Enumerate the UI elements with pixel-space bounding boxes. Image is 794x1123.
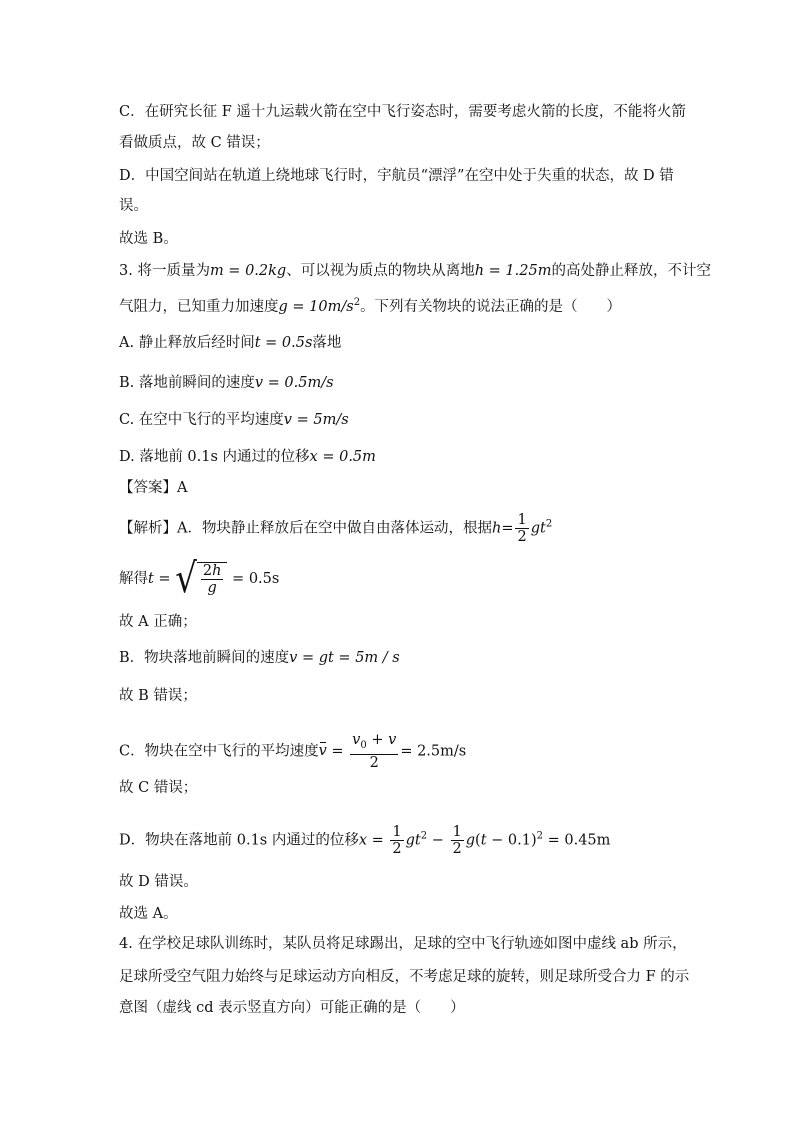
option-d-explanation-line2: 误。 (119, 198, 148, 214)
option-c-value: v = 5m/s (283, 412, 349, 428)
q3-text-b: 、可以视为质点的物块从离地 (286, 263, 475, 279)
option-d (119, 447, 376, 467)
option-c (119, 410, 349, 430)
analysis-d-text: D．物块在落地前 0.1s 内通过的位移 (119, 832, 359, 849)
question-3-line1 (119, 261, 711, 281)
fraction-half: $\frac{1}{2}$ (517, 512, 527, 545)
q3-text-c: 的高处静止释放，不计空 (551, 263, 711, 279)
analysis-line-c: C．物块在空中飞行的平均速度v = $\frac{v_0 + v}{2}$ = 2.5m/s (119, 732, 467, 771)
previous-answer-choice: 故选 B。 (119, 231, 178, 247)
solve-t-line: 解得t = √ $\frac{2h}{g}$ = 0.5s (119, 555, 280, 603)
d-conclusion: 故 D 错误。 (119, 874, 198, 890)
average-velocity-fraction: $\frac{v_0 + v}{2}$ (352, 732, 397, 771)
q3-text-d: 气阻力，已知重力加速度 (119, 298, 279, 315)
answer-value: A (177, 480, 188, 496)
question-3-line2: 气阻力，已知重力加速度$g = 10m/s^2$。下列有关物块的说法正确的是（ ） (119, 297, 622, 315)
final-answer-choice: 故选 A。 (119, 906, 178, 922)
option-c-explanation-line1: C．在研究长征 F 遥十九运载火箭在空中飞行姿态时，需要考虑火箭的长度，不能将火箭 (119, 104, 686, 120)
q3-text-e: 。下列有关物块的说法正确的是（ ） (360, 298, 622, 315)
sqrt-formula: √ $\frac{2h}{g}$ (175, 562, 227, 596)
analysis-a-text: A．物块静止释放后在空中做自由落体运动，根据 (177, 520, 492, 537)
answer-tag: 【答案】 (119, 480, 177, 496)
q3-gravity: g = 10m/s (278, 298, 354, 315)
analysis-b-text: B．物块落地前瞬间的速度 (119, 650, 290, 666)
analysis-line-b (119, 648, 400, 668)
option-b-text: B. 落地前瞬间的速度 (119, 375, 255, 391)
analysis-c-result: = 2.5m/s (400, 743, 467, 760)
analysis-b-formula: v = gt = 5m / s (289, 650, 400, 666)
analysis-line-a: 【解析】A．物块静止释放后在空中做自由落体运动，根据h= $\frac{1}{2}$ $gt^2$ (119, 512, 553, 545)
q3-height: h = 1.25m (474, 263, 552, 279)
option-b (119, 373, 334, 393)
analysis-d-result: = 0.45m (547, 832, 611, 849)
c-conclusion: 故 C 错误； (119, 780, 198, 796)
question-4-line3: 意图（虚线 cd 表示竖直方向）可能正确的是（ ） (119, 1000, 465, 1016)
analysis-tag: 【解析】 (119, 520, 177, 537)
question-4-line2: 足球所受空气阻力始终与足球运动方向相反，不考虑足球的旋转，则足球所受合力 F 的示 (119, 969, 690, 985)
option-a (119, 333, 341, 353)
q3-mass: m = 0.2kg (209, 263, 287, 279)
option-c-text: C. 在空中飞行的平均速度 (119, 412, 284, 428)
a-conclusion: 故 A 正确； (119, 614, 197, 630)
option-a-text: A. 静止释放后经时间 (119, 335, 255, 351)
option-a-value: t = 0.5s (254, 335, 313, 351)
analysis-c-text: C．物块在空中飞行的平均速度 (119, 743, 319, 760)
analysis-line-d: D．物块在落地前 0.1s 内通过的位移x = $\frac{1}{2}$ $gt^2$ − $\frac{1}{2}$ $g(t - 0.1)^2 = 0.45m$ (119, 824, 611, 857)
option-d-text: D. 落地前 0.1s 内通过的位移 (119, 449, 310, 465)
question-4-line1: 4. 在学校足球队训练时，某队员将足球踢出，足球的空中飞行轨迹如图中虚线 ab 所示， (119, 936, 687, 952)
answer-line (119, 478, 187, 498)
option-d-value: x = 0.5m (309, 449, 376, 465)
q3-text-a: 3. 将一质量为 (119, 263, 210, 279)
b-conclusion: 故 B 错误； (119, 688, 197, 704)
option-a-tail: 落地 (312, 335, 342, 351)
option-b-value: v = 0.5m/s (254, 375, 334, 391)
option-d-explanation-line1: D．中国空间站在轨道上绕地球飞行时，宇航员“漂浮”在空中处于失重的状态，故 D 错 (119, 168, 674, 184)
option-c-explanation-line2: 看做质点，故 C 错误； (119, 135, 270, 151)
solve-t-text: 解得 (119, 571, 148, 587)
